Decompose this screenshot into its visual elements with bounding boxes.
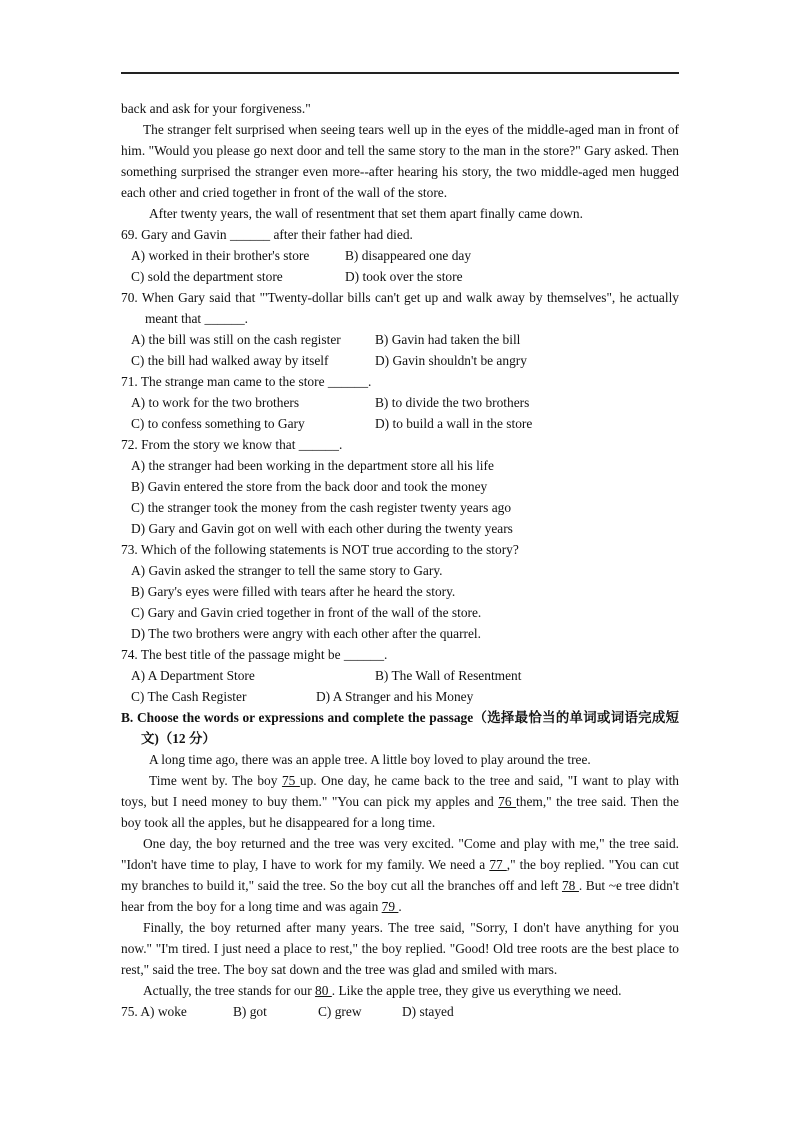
option-c: C) The Cash Register (131, 689, 247, 704)
option-a: A) the bill was still on the cash register (131, 332, 341, 347)
option-row (121, 413, 679, 434)
text-run: Actually, the tree stands for our (143, 983, 316, 998)
option-c: C) the stranger took the money from the cash register twenty years ago (131, 500, 512, 515)
option-row (121, 266, 679, 287)
passage-paragraph: Finally, the boy returned after many years. The tree said, "Sorry, I don't have anything for you now." "I'm tired. I just need a place to rest," the boy replied. "Good! Old tree roots are the best place to rest," said the tree. The boy sat down and the tree was glad and smiled with mars. (121, 920, 679, 977)
text-run: ," the boy replied. "You can cut my branches to build it," said the tree. So the boy cut all the branches off and left (121, 857, 680, 893)
question-70 (121, 287, 679, 371)
blank-78: 78 (561, 878, 579, 893)
question-73 (121, 539, 679, 644)
option-b: B) Gary's eyes were filled with tears after he heard the story. (131, 584, 456, 599)
option-b: B) to divide the two brothers (375, 395, 530, 410)
option-c: C) sold the department store (131, 269, 283, 284)
option-c: C) Gary and Gavin cried together in front of the wall of the store. (131, 605, 482, 620)
option-row (121, 686, 679, 707)
option-row (121, 560, 679, 581)
option-b: B) Gavin had taken the bill (375, 332, 521, 347)
passage-line: back and ask for your forgiveness." (121, 101, 311, 116)
option-row (121, 518, 679, 539)
option-row (121, 476, 679, 497)
option-d: D) Gary and Gavin got on well with each other during the twenty years (131, 521, 513, 536)
option-a: A) Gavin asked the stranger to tell the same story to Gary. (131, 563, 443, 578)
option-a: A) the stranger had been working in the department store all his life (131, 458, 494, 473)
blank-77: 77 (489, 857, 507, 872)
passage-paragraph: The stranger felt surprised when seeing tears well up in the eyes of the middle-aged man in front of him. "Would you please go next door and tell the same story to the man in the store?" Gary asked. Then something surprised the stranger even more--after hearing his story, the two middle-aged men hugged each other and cried together in front of the wall of the store. (121, 122, 679, 200)
question-72 (121, 434, 679, 539)
text-run: Time went by. The boy (149, 773, 282, 788)
question-74 (121, 644, 679, 707)
option-row (121, 497, 679, 518)
option-row (121, 602, 679, 623)
option-d: D) A Stranger and his Money (316, 689, 474, 704)
option-d: D) Gavin shouldn't be angry (375, 353, 527, 368)
option-row (121, 455, 679, 476)
option-b: B) got (233, 1004, 267, 1019)
option-row (121, 350, 679, 371)
blank-75: 75 (281, 773, 300, 788)
question-stem: 73. Which of the following statements is NOT true according to the story? (121, 542, 519, 557)
header-rule (121, 72, 679, 74)
option-a: 75. A) woke (121, 1004, 187, 1019)
option-b: B) disappeared one day (345, 248, 472, 263)
blank-79: 79 (381, 899, 399, 914)
option-row (121, 329, 679, 350)
question-stem: 69. Gary and Gavin ______ after their father had died. (121, 227, 413, 242)
text-run: . Like the apple tree, they give us everything we need. (331, 983, 622, 998)
passage-paragraph (121, 770, 679, 833)
question-stem: 74. The best title of the passage might be ______. (121, 647, 388, 662)
option-row (121, 581, 679, 602)
document-page (121, 98, 679, 1022)
passage-paragraph (121, 980, 679, 1001)
blank-80: 80 (315, 983, 332, 998)
question-stem: 72. From the story we know that ______. (121, 437, 343, 452)
option-b: B) Gavin entered the store from the back door and took the money (131, 479, 488, 494)
text-run: . But ~e tree didn't hear from the boy for a long time and was again (121, 878, 679, 914)
section-b-heading: B. Choose the words or expressions and complete the passage（选择最恰当的单词或词语完成短文)（12 分） (121, 710, 679, 746)
option-row (121, 392, 679, 413)
option-d: D) to build a wall in the store (375, 416, 533, 431)
option-row (121, 245, 679, 266)
question-71 (121, 371, 679, 434)
question-stem: 71. The strange man came to the store ______. (121, 374, 372, 389)
option-c: C) the bill had walked away by itself (131, 353, 329, 368)
option-b: B) The Wall of Resentment (375, 668, 522, 683)
option-row (121, 665, 679, 686)
passage-paragraph: After twenty years, the wall of resentment that set them apart finally came down. (149, 206, 583, 221)
option-a: A) worked in their brother's store (131, 248, 310, 263)
option-d: D) took over the store (345, 269, 463, 284)
option-d: D) The two brothers were angry with each other after the quarrel. (131, 626, 481, 641)
text-run: One day, the boy returned and the tree was very excited. "Come and play with me," the tree said. "Idon't have time to play, I have to work for my family. We need a (121, 836, 679, 872)
text-run: them," the tree said. Then the boy took all the apples, but he disappeared for a long time. (121, 794, 679, 830)
question-stem: 70. When Gary said that "'Twenty-dollar bills can't get up and walk away by themselves", he actually meant that ______. (121, 290, 679, 326)
option-a: A) to work for the two brothers (131, 395, 300, 410)
question-69 (121, 224, 679, 287)
passage-paragraph: A long time ago, there was an apple tree. A little boy loved to play around the tree. (149, 752, 591, 767)
option-a: A) A Department Store (131, 668, 255, 683)
blank-76: 76 (498, 794, 517, 809)
passage-paragraph (121, 833, 679, 917)
option-c: C) to confess something to Gary (131, 416, 305, 431)
option-c: C) grew (318, 1004, 362, 1019)
text-run: up. One day, he came back to the tree and said, "I want to play with toys, but I need money to buy them." "You can pick my apples and (121, 773, 680, 809)
question-75-options (121, 1001, 679, 1022)
option-d: D) stayed (402, 1004, 454, 1019)
option-row (121, 623, 679, 644)
text-run: . (398, 899, 402, 914)
